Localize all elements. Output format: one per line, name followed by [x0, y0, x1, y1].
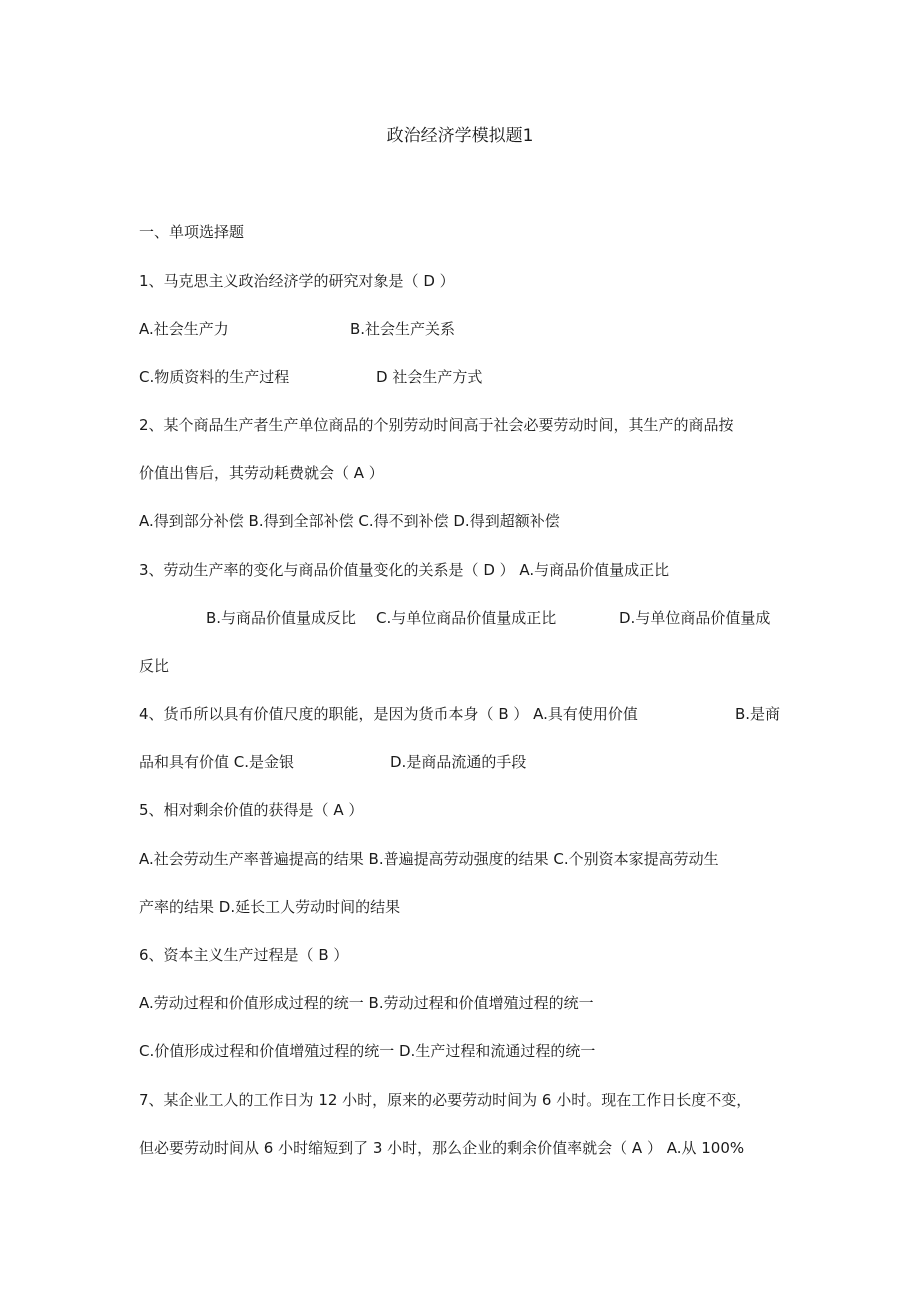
- question-2-stem-line-1: 2、某个商品生产者生产单位商品的个别劳动时间高于社会必要劳动时间，其生产的商品按: [139, 416, 734, 434]
- question-5-options-line-2: 产率的结果 D.延长工人劳动时间的结果: [139, 898, 401, 916]
- question-3-option-b: B.与商品价值量成反比: [206, 609, 357, 627]
- question-3-line-1: 3、劳动生产率的变化与商品价值量变化的关系是（ D ） A.与商品价值量成正比: [139, 561, 670, 579]
- question-4-option-c: 品和具有价值 C.是金银: [139, 753, 295, 771]
- section-heading: 一、单项选择题: [139, 223, 245, 241]
- question-7-line-1: 7、某企业工人的工作日为 12 小时，原来的必要劳动时间为 6 小时。现在工作日长度不变，: [139, 1091, 752, 1109]
- question-4-option-d: D.是商品流通的手段: [390, 753, 527, 771]
- question-6-options-line-2: C.价值形成过程和价值增殖过程的统一 D.生产过程和流通过程的统一: [139, 1042, 596, 1060]
- question-3-option-d: D.与单位商品价值量成: [619, 609, 771, 627]
- question-3-line-3: 反比: [139, 657, 170, 675]
- question-2-stem-line-2: 价值出售后，其劳动耗费就会（ A ）: [139, 464, 384, 482]
- page-title: 政治经济学模拟题1: [386, 126, 534, 146]
- question-1-option-b: B.社会生产关系: [350, 320, 456, 338]
- question-1-stem: 1、马克思主义政治经济学的研究对象是（ D ）: [139, 272, 455, 290]
- question-2-options: A.得到部分补偿 B.得到全部补偿 C.得不到补偿 D.得到超额补偿: [139, 512, 560, 530]
- question-1-option-a: A.社会生产力: [139, 320, 229, 338]
- question-7-line-2: 但必要劳动时间从 6 小时缩短到了 3 小时，那么企业的剩余价值率就会（ A ） A.从 100%: [139, 1139, 745, 1157]
- question-6-stem: 6、资本主义生产过程是（ B ）: [139, 946, 349, 964]
- question-4-stem: 4、货币所以具有价值尺度的职能，是因为货币本身（ B ） A.具有使用价值: [139, 705, 638, 723]
- question-1-option-d: D 社会生产方式: [376, 368, 483, 386]
- question-1-option-c: C.物质资料的生产过程: [139, 368, 290, 386]
- question-4-option-b-part: B.是商: [735, 705, 781, 723]
- question-5-options-line-1: A.社会劳动生产率普遍提高的结果 B.普遍提高劳动强度的结果 C.个别资本家提高劳动生: [139, 850, 719, 868]
- question-3-option-c: C.与单位商品价值量成正比: [376, 609, 557, 627]
- question-5-stem: 5、相对剩余价值的获得是（ A ）: [139, 801, 364, 819]
- question-6-options-line-1: A.劳动过程和价值形成过程的统一 B.劳动过程和价值增殖过程的统一: [139, 994, 594, 1012]
